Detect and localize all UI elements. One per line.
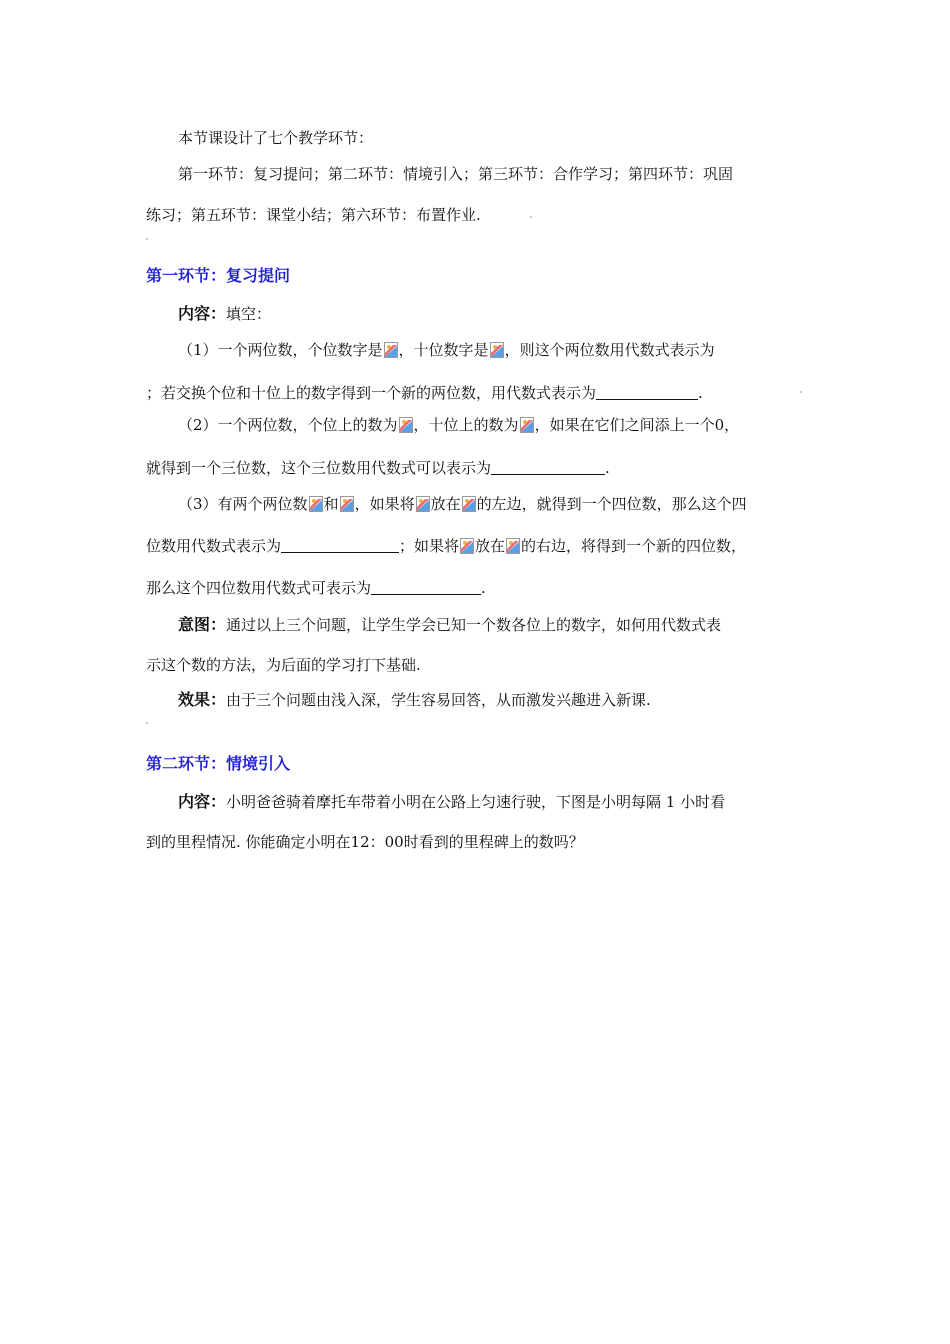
broken-image-icon (462, 496, 476, 512)
section-2-heading: 第二环节：情境引入 (146, 754, 291, 773)
q2-text-a: （2）一个两位数，个位上的数为 (178, 416, 398, 434)
q2-text-c: ，如果在它们之间添上一个0， (534, 416, 740, 434)
q1-text-b: ，十位数字是 (398, 341, 489, 359)
question-2-line-2 (146, 458, 610, 478)
broken-image-icon (340, 496, 354, 512)
section-2-content-line-1 (178, 792, 725, 812)
broken-image-icon (399, 417, 413, 433)
intent-line-2: 示这个数的方法，为后面的学习打下基础. (146, 656, 421, 674)
answer-blank (371, 580, 481, 595)
q1-text-c: ，则这个两位数用代数式表示为 (504, 341, 715, 359)
answer-blank (281, 538, 399, 553)
q3-text-e: 的左边，就得到一个四位数，那么这个四 (476, 495, 747, 513)
answer-blank (596, 385, 698, 400)
answer-blank (491, 460, 605, 475)
intent-text-1: 通过以上三个问题，让学生学会已知一个数各位上的数字，如何用代数式表 (226, 616, 722, 634)
section-2-content-line-2: 到的里程情况. 你能确定小明在12：00时看到的里程碑上的数吗？ (146, 833, 584, 851)
q3-text-k: . (481, 579, 486, 597)
q2-text-e: . (605, 459, 610, 477)
layout-mark (530, 216, 532, 218)
broken-image-icon (506, 538, 520, 554)
q3-text-f: 位数用代数式表示为 (146, 537, 282, 555)
question-3-line-1 (178, 494, 747, 514)
q1-text-e: . (698, 384, 703, 402)
content-label: 内容： (178, 792, 227, 811)
q3-text-i: 的右边，将得到一个新的四位数， (521, 537, 747, 555)
layout-mark (146, 238, 148, 240)
question-1-line-2 (146, 383, 703, 403)
intent-label: 意图： (178, 615, 227, 634)
content-text-1: 小明爸爸骑着摩托车带着小明在公路上匀速行驶，下图是小明每隔 1 小时看 (226, 793, 726, 811)
question-3-line-2 (146, 536, 746, 556)
q3-text-a: （3）有两个两位数 (178, 495, 308, 513)
q3-text-h: 放在 (475, 537, 506, 555)
section-1-heading: 第一环节：复习提问 (146, 266, 291, 285)
broken-image-icon (309, 496, 323, 512)
content-text: 填空： (226, 305, 272, 323)
broken-image-icon (490, 342, 504, 358)
layout-mark (146, 722, 148, 724)
question-2-line-1 (178, 415, 739, 435)
effect-line (178, 690, 651, 710)
effect-label: 效果： (178, 690, 227, 709)
intro-line-1: 本节课设计了七个教学环节： (178, 129, 374, 147)
intro-line-3: 练习；第五环节：课堂小结；第六环节：布置作业. (146, 206, 481, 224)
layout-mark (800, 391, 802, 393)
content-label: 内容： (178, 304, 227, 323)
broken-image-icon (384, 342, 398, 358)
q3-text-d: 放在 (430, 495, 461, 513)
intent-line-1 (178, 615, 721, 635)
q2-text-d: 就得到一个三位数，这个三位数用代数式可以表示为 (146, 459, 492, 477)
q1-text-a: （1）一个两位数，个位数字是 (178, 341, 383, 359)
section-1-content (178, 304, 271, 324)
q3-text-g: ；如果将 (399, 537, 460, 555)
q3-text-j: 那么这个四位数用代数式可表示为 (146, 579, 372, 597)
question-3-line-3 (146, 578, 486, 598)
broken-image-icon (416, 496, 430, 512)
q3-text-b: 和 (323, 495, 339, 513)
q2-text-b: ，十位上的数为 (413, 416, 519, 434)
question-1-line-1 (178, 340, 715, 360)
effect-text: 由于三个问题由浅入深，学生容易回答，从而激发兴趣进入新课. (226, 691, 651, 709)
broken-image-icon (460, 538, 474, 554)
q1-text-d: ；若交换个位和十位上的数字得到一个新的两位数，用代数式表示为 (146, 384, 597, 402)
q3-text-c: ，如果将 (354, 495, 415, 513)
intro-line-2: 第一环节：复习提问；第二环节：情境引入；第三环节：合作学习；第四环节：巩固 (178, 165, 734, 183)
broken-image-icon (520, 417, 534, 433)
